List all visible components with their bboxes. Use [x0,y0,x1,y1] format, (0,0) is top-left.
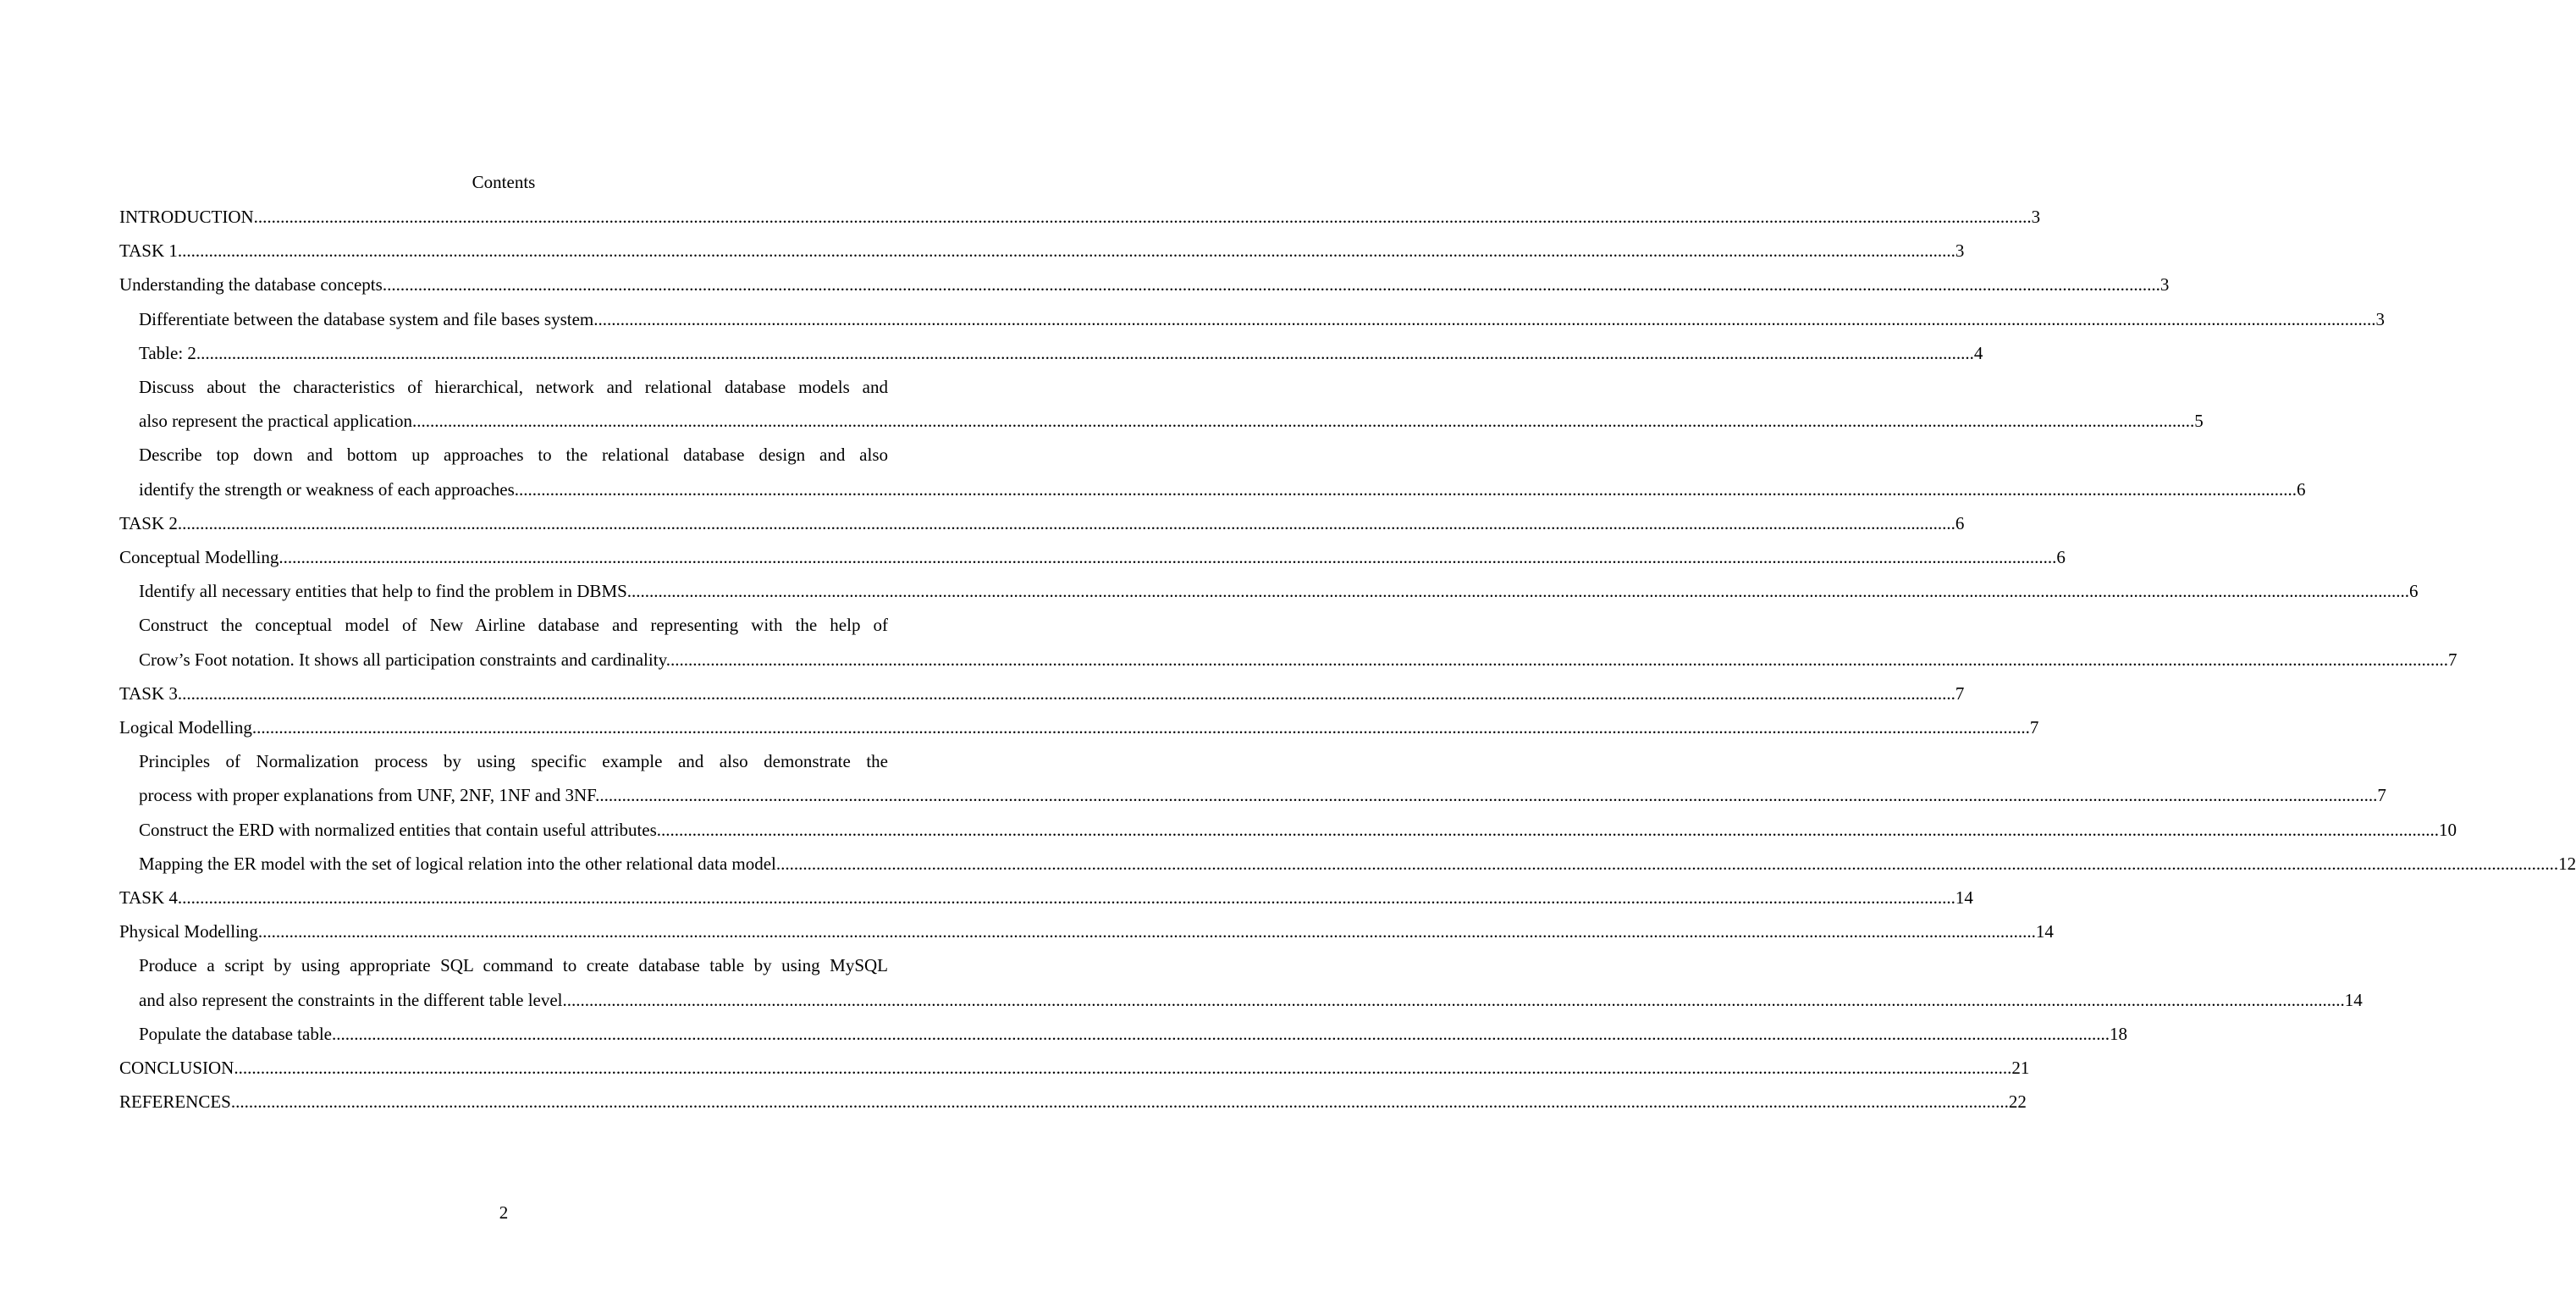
toc-entry[interactable] [119,574,2419,608]
page-number: 2 [499,1202,509,1223]
toc-entry[interactable] [119,506,1965,540]
toc-entry[interactable] [119,540,2066,574]
toc-entry-title: Conceptual Modelling [119,547,279,568]
toc-entry-page: 3 [1955,240,1965,262]
toc-entry-page: 4 [1973,342,1983,363]
toc-entry-title: identify the strength or weakness of each approaches. [139,478,519,500]
toc-entry-title-line: Produce a script by using appropriate SQL command to create database table by using MySQL [139,955,888,976]
toc-entry-title: Differentiate between the database system and file bases system. [139,308,598,329]
toc-leader-dots: ................................................................................................................................................................................................................................................................................................................................................................................................................ [251,717,2030,738]
toc-entry-title: Physical Modelling [119,921,258,942]
toc-entry[interactable] [119,677,1965,710]
toc-leader-dots: ................................................................................................................................................................................................................................................................................................................................................................................................................ [177,240,1955,262]
toc-entry-page: 7 [1955,682,1965,704]
toc-entry-title: Mapping the ER model with the set of logical relation into the other relational data model. [139,853,781,874]
toc-entry-title: Identify all necessary entities that help to find the problem in DBMS. [139,581,632,602]
toc-entry[interactable] [119,268,2170,301]
toc-entry-title: CONCLUSION [119,1058,234,1079]
page-title: Contents [472,172,536,192]
toc-entry[interactable] [119,948,2363,1016]
toc-entry-title: TASK 3 [119,682,178,704]
toc-leader-dots: ................................................................................................................................................................................................................................................................................................................................................................................................................ [781,853,2559,874]
toc-leader-dots: ................................................................................................................................................................................................................................................................................................................................................................................................................ [279,547,2057,568]
toc-entry[interactable] [119,608,2457,676]
toc-entry-page: 10 [2439,819,2457,840]
toc-leader-dots: ................................................................................................................................................................................................................................................................................................................................................................................................................ [599,785,2378,806]
toc-leader-dots: ................................................................................................................................................................................................................................................................................................................................................................................................................ [632,581,2410,602]
toc-entry[interactable] [119,847,2576,881]
toc-entry-page: 6 [2056,547,2066,568]
toc-leader-dots: ................................................................................................................................................................................................................................................................................................................................................................................................................ [196,342,1974,363]
toc-entry-page: 7 [2377,785,2386,806]
toc-entry-page: 3 [2160,274,2170,296]
toc-leader-dots: ................................................................................................................................................................................................................................................................................................................................................................................................................ [566,989,2345,1010]
toc-entry[interactable] [119,370,2204,438]
toc-entry[interactable] [119,710,2039,744]
toc-entry-title-line: Discuss about the characteristics of hierarchical, network and relational database models and [139,377,888,398]
toc-entry-title: also represent the practical application. [139,411,417,432]
toc-entry-page: 6 [2409,581,2419,602]
toc-entry-title-line: Principles of Normalization process by using specific example and also demonstrate the [139,751,888,772]
toc-entry-title: INTRODUCTION [119,207,254,227]
toc-entry-title: process with proper explanations from UNF, 2NF, 1NF and 3NF. [139,785,600,806]
toc-entry-page: 21 [2011,1058,2030,1079]
toc-entry-page: 14 [2344,989,2363,1010]
toc-leader-dots: ................................................................................................................................................................................................................................................................................................................................................................................................................ [177,512,1955,533]
toc-entry[interactable] [119,1051,2030,1085]
toc-entry-page: 3 [2031,207,2041,227]
toc-leader-dots: ................................................................................................................................................................................................................................................................................................................................................................................................................ [661,819,2440,840]
toc-leader-dots: ................................................................................................................................................................................................................................................................................................................................................................................................................ [332,1023,2110,1044]
toc-leader-dots: ................................................................................................................................................................................................................................................................................................................................................................................................................ [598,308,2376,329]
toc-entry-page: 12 [2558,853,2576,874]
toc-entry[interactable] [119,914,2054,948]
toc-entry-title: TASK 1 [119,240,178,262]
toc-entry-page: 14 [1955,887,1973,909]
toc-entry[interactable] [119,438,2306,506]
toc-entry-title: Populate the database table [139,1023,332,1044]
toc-leader-dots: ................................................................................................................................................................................................................................................................................................................................................................................................................ [670,649,2448,670]
toc-entry-title: REFERENCES [119,1091,231,1113]
toc-entry-page: 7 [2029,717,2039,738]
toc-entry-title: TASK 4 [119,887,178,909]
toc-entry[interactable] [119,813,2457,847]
toc-leader-dots: ................................................................................................................................................................................................................................................................................................................................................................................................................ [382,274,2160,296]
toc-entry[interactable] [119,200,2041,234]
toc-entry-page: 6 [2297,478,2306,500]
toc-entry-title: and also represent the constraints in the different table level. [139,989,567,1010]
toc-entry-title: Table: 2 [139,342,196,363]
toc-entry-title: TASK 2 [119,512,178,533]
toc-entry-title: Construct the ERD with normalized entities that contain useful attributes. [139,819,662,840]
toc-leader-dots: ................................................................................................................................................................................................................................................................................................................................................................................................................ [230,1091,2009,1113]
toc-entry-page: 5 [2194,411,2204,432]
toc-entry-page: 14 [2035,921,2054,942]
toc-entry[interactable] [119,744,2386,812]
toc-leader-dots: ................................................................................................................................................................................................................................................................................................................................................................................................................ [257,921,2036,942]
toc-entry-title: Crow’s Foot notation. It shows all participation constraints and cardinality. [139,649,670,670]
toc-entry-title: Logical Modelling [119,717,252,738]
table-of-contents [119,200,2576,1119]
toc-leader-dots: ................................................................................................................................................................................................................................................................................................................................................................................................................ [253,207,2032,227]
toc-leader-dots: ................................................................................................................................................................................................................................................................................................................................................................................................................ [234,1058,2012,1079]
toc-entry-page: 22 [2008,1091,2027,1113]
toc-entry-page: 3 [2375,308,2386,329]
toc-entry-title-line: Construct the conceptual model of New Airline database and representing with the help of [139,615,888,636]
toc-entry-title-line: Describe top down and bottom up approaches to the relational database design and also [139,445,888,466]
toc-leader-dots: ................................................................................................................................................................................................................................................................................................................................................................................................................ [177,887,1955,909]
toc-leader-dots: ................................................................................................................................................................................................................................................................................................................................................................................................................ [416,411,2195,432]
toc-entry[interactable] [119,302,2386,336]
toc-leader-dots: ................................................................................................................................................................................................................................................................................................................................................................................................................ [177,682,1955,704]
toc-entry-page: 18 [2110,1023,2127,1044]
toc-entry[interactable] [119,234,1965,268]
toc-entry-title: Understanding the database concepts [119,274,383,296]
toc-entry[interactable] [119,1085,2027,1119]
toc-entry[interactable] [119,336,1983,370]
toc-entry[interactable] [119,1017,2127,1051]
toc-leader-dots: ................................................................................................................................................................................................................................................................................................................................................................................................................ [519,478,2297,500]
toc-entry-page: 6 [1955,512,1965,533]
toc-entry-page: 7 [2447,649,2457,670]
toc-entry[interactable] [119,881,1973,914]
